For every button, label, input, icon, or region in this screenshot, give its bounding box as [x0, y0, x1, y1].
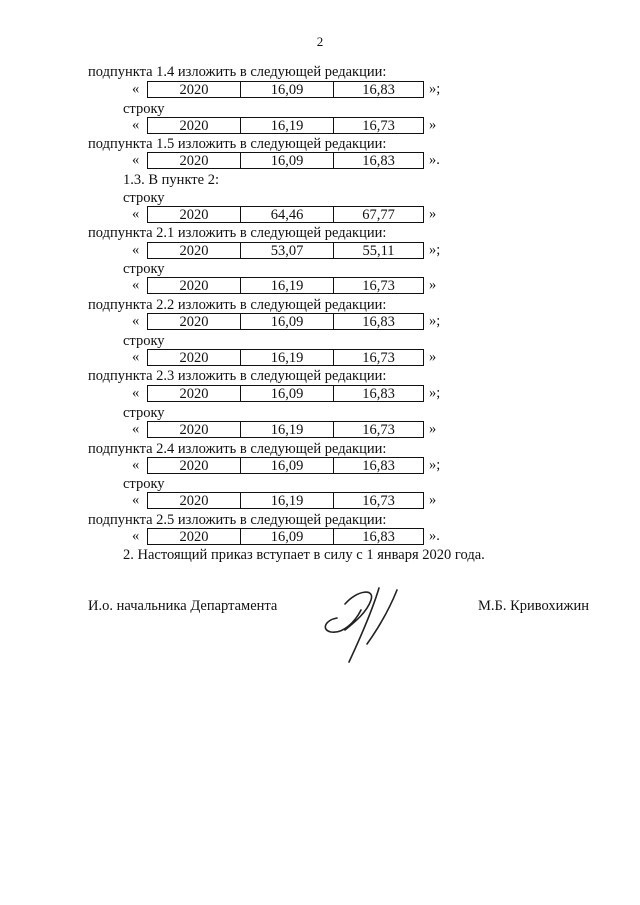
value-cell-1: 16,09: [241, 457, 334, 474]
table-row: [0, 277, 640, 296]
table-row: [0, 117, 640, 136]
open-quote: «: [132, 457, 140, 473]
value-cell-2: 16,83: [334, 313, 424, 330]
open-quote: «: [132, 206, 140, 222]
year-cell: 2020: [147, 206, 241, 223]
year-cell: 2020: [147, 152, 241, 169]
text-line: строку: [123, 476, 165, 492]
value-cell-1: 16,19: [241, 421, 334, 438]
table-row: [0, 385, 640, 404]
year-cell: 2020: [147, 277, 241, 294]
table-row: [0, 421, 640, 440]
value-cell-2: 16,83: [334, 81, 424, 98]
value-cell-2: 16,83: [334, 152, 424, 169]
open-quote: «: [132, 385, 140, 401]
text-line: строку: [123, 333, 165, 349]
close-quote: »: [429, 421, 437, 437]
value-cell-1: 16,09: [241, 313, 334, 330]
year-cell: 2020: [147, 349, 241, 366]
year-cell: 2020: [147, 421, 241, 438]
value-cell-2: 16,73: [334, 349, 424, 366]
year-cell: 2020: [147, 492, 241, 509]
value-cell-1: 16,09: [241, 385, 334, 402]
close-quote: »;: [429, 385, 441, 401]
table-row: [0, 152, 640, 171]
value-cell-2: 16,83: [334, 528, 424, 545]
open-quote: «: [132, 313, 140, 329]
open-quote: «: [132, 81, 140, 97]
signatory-name: М.Б. Кривохижин: [478, 598, 589, 614]
open-quote: «: [132, 349, 140, 365]
value-cell-2: 16,73: [334, 117, 424, 134]
value-cell-2: 16,73: [334, 421, 424, 438]
value-cell-1: 16,19: [241, 277, 334, 294]
open-quote: «: [132, 492, 140, 508]
value-cell-1: 16,09: [241, 152, 334, 169]
year-cell: 2020: [147, 81, 241, 98]
table-row: [0, 313, 640, 332]
text-line: строку: [123, 405, 165, 421]
value-cell-2: 16,73: [334, 492, 424, 509]
text-line: строку: [123, 261, 165, 277]
close-quote: »: [429, 492, 437, 508]
text-line: строку: [123, 101, 165, 117]
year-cell: 2020: [147, 313, 241, 330]
close-quote: »;: [429, 81, 441, 97]
year-cell: 2020: [147, 117, 241, 134]
section-heading: 1.3. В пункте 2:: [123, 172, 219, 188]
value-cell-1: 16,09: [241, 528, 334, 545]
value-cell-1: 16,19: [241, 349, 334, 366]
value-cell-1: 16,19: [241, 492, 334, 509]
table-row: [0, 349, 640, 368]
value-cell-1: 64,46: [241, 206, 334, 223]
open-quote: «: [132, 242, 140, 258]
close-quote: ».: [429, 528, 440, 544]
table-row: [0, 528, 640, 547]
text-line: строку: [123, 190, 165, 206]
effective-date-paragraph: 2. Настоящий приказ вступает в силу с 1 января 2020 года.: [123, 547, 485, 563]
close-quote: ».: [429, 152, 440, 168]
close-quote: »;: [429, 313, 441, 329]
year-cell: 2020: [147, 385, 241, 402]
value-cell-1: 53,07: [241, 242, 334, 259]
text-line: подпункта 1.4 изложить в следующей редакции:: [88, 64, 387, 80]
handwritten-signature: [315, 582, 415, 672]
value-cell-2: 55,11: [334, 242, 424, 259]
text-line: подпункта 2.1 изложить в следующей редакции:: [88, 225, 387, 241]
close-quote: »: [429, 277, 437, 293]
value-cell-2: 16,73: [334, 277, 424, 294]
open-quote: «: [132, 152, 140, 168]
text-line: подпункта 2.5 изложить в следующей редакции:: [88, 512, 387, 528]
table-row: [0, 81, 640, 100]
signatory-title: И.о. начальника Департамента: [88, 598, 278, 614]
page-number: 2: [316, 34, 324, 49]
open-quote: «: [132, 528, 140, 544]
table-row: [0, 242, 640, 261]
table-row: [0, 457, 640, 476]
value-cell-2: 67,77: [334, 206, 424, 223]
value-cell-1: 16,09: [241, 81, 334, 98]
text-line: подпункта 2.4 изложить в следующей редакции:: [88, 441, 387, 457]
value-cell-1: 16,19: [241, 117, 334, 134]
close-quote: »: [429, 117, 437, 133]
value-cell-2: 16,83: [334, 385, 424, 402]
text-line: подпункта 1.5 изложить в следующей редакции:: [88, 136, 387, 152]
text-line: подпункта 2.3 изложить в следующей редакции:: [88, 368, 387, 384]
close-quote: »;: [429, 242, 441, 258]
close-quote: »: [429, 206, 437, 222]
open-quote: «: [132, 117, 140, 133]
open-quote: «: [132, 421, 140, 437]
year-cell: 2020: [147, 528, 241, 545]
year-cell: 2020: [147, 242, 241, 259]
value-cell-2: 16,83: [334, 457, 424, 474]
year-cell: 2020: [147, 457, 241, 474]
open-quote: «: [132, 277, 140, 293]
close-quote: »: [429, 349, 437, 365]
table-row: [0, 492, 640, 511]
table-row: [0, 206, 640, 225]
close-quote: »;: [429, 457, 441, 473]
text-line: подпункта 2.2 изложить в следующей редакции:: [88, 297, 387, 313]
